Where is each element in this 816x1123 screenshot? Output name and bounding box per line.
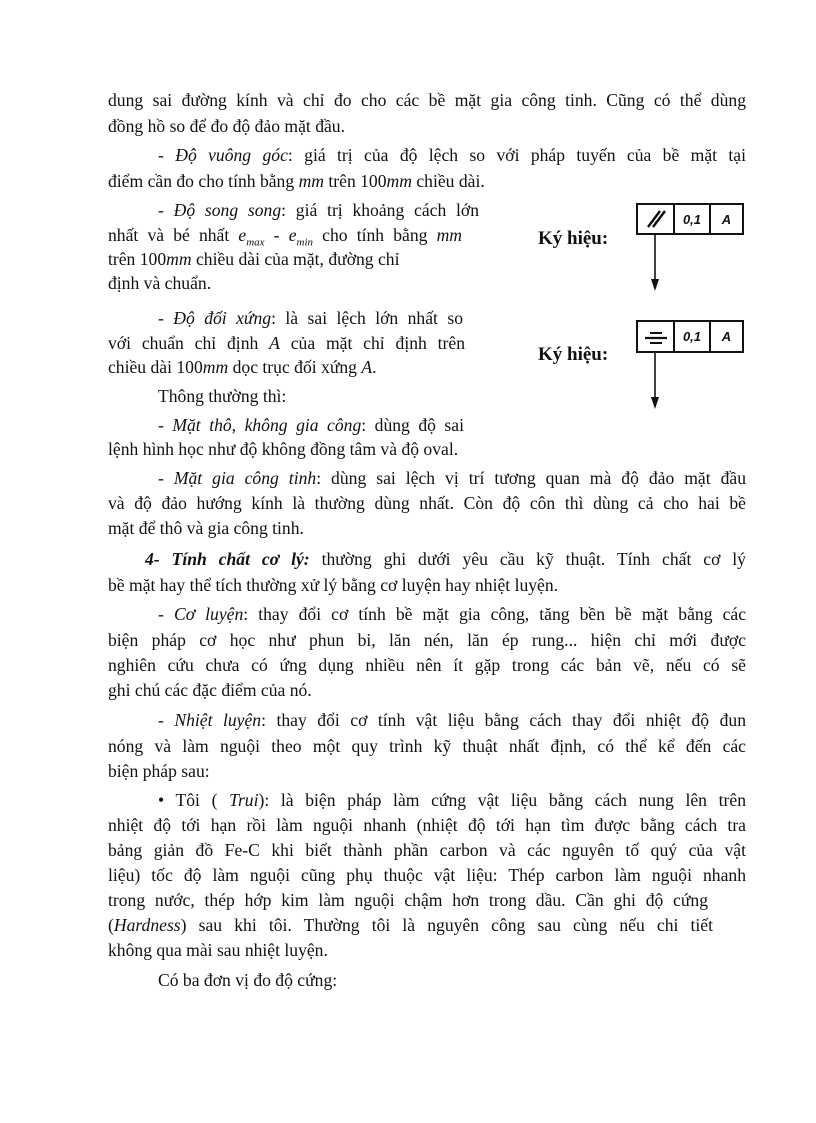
paragraph-line: bề mặt hay thể tích thường xử lý bằng cơ luyện hay nhiệt luyện. — [108, 575, 559, 595]
tolerance-frame-symmetry — [636, 320, 744, 353]
symbol-label: Ký hiệu: — [538, 344, 609, 365]
paragraph-line: mặt để thô và gia công tinh. — [108, 518, 304, 538]
paragraph-line: lệnh hình học như độ không đồng tâm và độ oval. — [108, 439, 459, 459]
paragraph-line: liệu) tốc độ làm nguội cũng phụ thuộc vật liệu: Thép carbon làm nguội nhanh — [108, 865, 746, 885]
paragraph-line: (Hardness) sau khi tôi. Thường tôi là nguyên công sau cùng nếu chi tiết — [108, 915, 713, 935]
paragraph-line: nóng và làm nguội theo một quy trình kỹ thuật nhất định, có thể kể đến các — [108, 736, 746, 756]
paragraph-rough-surface: - Mặt thô, không gia công: dùng độ sai — [158, 415, 464, 435]
parallelism-icon — [638, 205, 675, 233]
tolerance-value: 0,1 — [675, 322, 711, 351]
paragraph-quenching: • Tôi ( Trui): là biện pháp làm cứng vật liệu bằng cách nung lên trên — [158, 790, 746, 810]
paragraph-line: trong nước, thép hớp kim làm nguội chậm hơn trong dầu. Cần ghi độ cứng — [108, 890, 708, 910]
paragraph-finished-surface: - Mặt gia công tinh: dùng sai lệch vị trí tương quan mà độ đảo mặt đầu — [158, 468, 746, 488]
tolerance-frame-parallelism — [636, 203, 744, 235]
paragraph-line: chiều dài 100mm dọc trục đối xứng A. — [108, 357, 377, 377]
leader-arrow-icon — [648, 233, 662, 293]
paragraph-line: ghi chú các đặc điểm của nó. — [108, 680, 312, 700]
paragraph-line: đồng hồ so để đo độ đảo mặt đầu. — [108, 116, 345, 136]
paragraph-line: nhất và bé nhất $e_{max} - e_{min}$ cho tính bằng mm — [108, 225, 462, 249]
paragraph-perpendicularity: - Độ vuông góc: giá trị của độ lệch so với pháp tuyến của bề mặt tại — [158, 145, 746, 165]
paragraph-line: trên 100mm chiều dài của mặt, đường chỉ — [108, 249, 400, 269]
datum-letter: A — [721, 329, 732, 344]
paragraph-line: bảng giản đồ Fe-C khi biết thành phần carbon và các nguyên tố quý của vật — [108, 840, 746, 860]
paragraph-line: nghiên cứu chưa có ứng dụng nhiều nên ít gặp trong các bản vẽ, nếu có sẽ — [108, 655, 746, 675]
section-heading-4: 4- Tính chất cơ lý: thường ghi dưới yêu cầu kỹ thuật. Tính chất cơ lý — [145, 549, 746, 569]
paragraph-heat-treatment: - Nhiệt luyện: thay đổi cơ tính vật liệu bằng cách thay đổi nhiệt độ đun — [158, 710, 746, 730]
paragraph-line: biện pháp cơ học như phun bi, lăn nén, lăn ép rung... hiện chỉ mới được — [108, 630, 746, 650]
paragraph-line: không qua mài sau nhiệt luyện. — [108, 940, 328, 960]
paragraph-line: Có ba đơn vị đo độ cứng: — [158, 970, 338, 990]
symmetry-icon — [638, 322, 675, 351]
paragraph-mechanical-treatment: - Cơ luyện: thay đổi cơ tính bề mặt gia công, tăng bền bề mặt bằng các — [158, 604, 746, 624]
paragraph-line: dung sai đường kính và chỉ đo cho các bề mặt gia công tinh. Cũng có thể dùng — [108, 90, 746, 110]
paragraph-line: biện pháp sau: — [108, 761, 210, 781]
paragraph-line: nhiệt độ tới hạn rồi làm nguội nhanh (nhiệt độ tới hạn tìm được bằng cách tra — [108, 815, 746, 835]
paragraph-line: điểm cần đo cho tính bằng mm trên 100mm chiều dài. — [108, 171, 485, 191]
datum-letter: A — [721, 211, 732, 227]
leader-arrow-icon — [648, 351, 662, 411]
tolerance-value: 0,1 — [675, 205, 711, 233]
paragraph-line: định và chuẩn. — [108, 273, 212, 293]
paragraph-parallelism: - Độ song song: giá trị khoảng cách lớn — [158, 200, 479, 220]
paragraph-symmetry: - Độ đối xứng: là sai lệch lớn nhất so — [158, 308, 463, 328]
paragraph-line: Thông thường thì: — [158, 386, 287, 406]
paragraph-line: và độ đảo hướng kính là thường dùng nhất. Còn độ côn thì dùng cả cho hai bề — [108, 493, 746, 513]
symbol-label: Ký hiệu: — [538, 228, 609, 249]
paragraph-line: với chuẩn chỉ định A của mặt chỉ định trên — [108, 333, 465, 353]
